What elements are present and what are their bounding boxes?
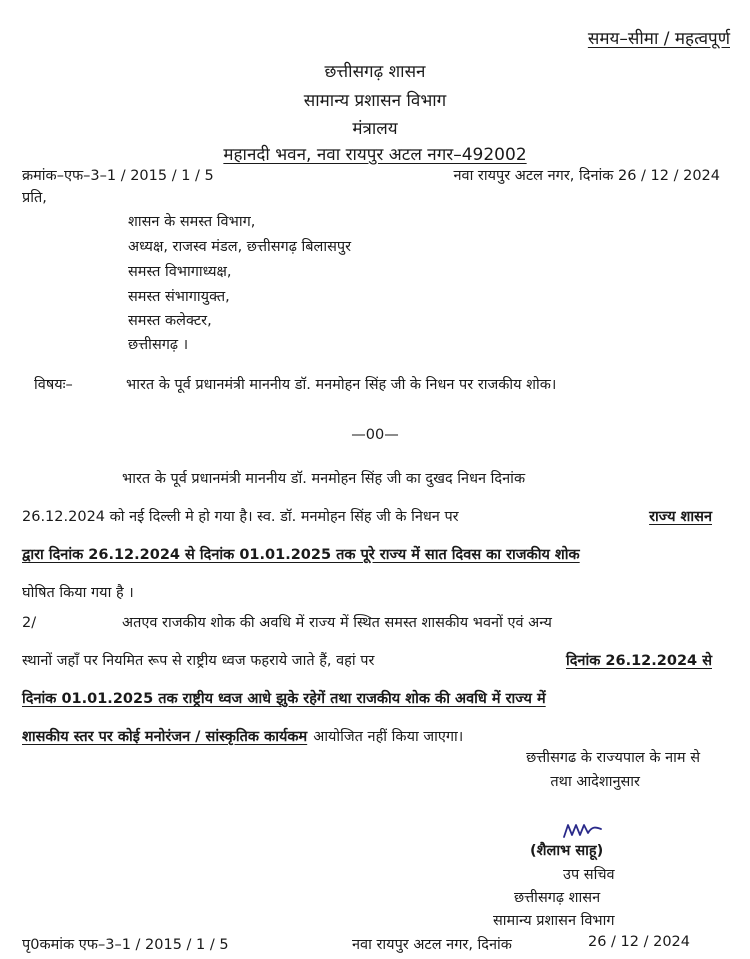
endorsement-number: पृ0कमांक एफ–3–1 / 2015 / 1 / 5: [22, 937, 229, 953]
subject-text: भारत के पूर्व प्रधानमंत्री माननीय डॉ. मनमोहन सिंह जी के निधन पर राजकीय शोक।: [126, 377, 557, 393]
signatory-department: सामान्य प्रशासन विभाग: [493, 913, 615, 929]
endorsement-date: 26 / 12 / 2024: [587, 934, 690, 950]
recipient: समस्त विभागाध्यक्ष,: [128, 264, 232, 280]
recipient: समस्त कलेक्टर,: [128, 313, 212, 329]
endorsement-place: नवा रायपुर अटल नगर, दिनांक: [352, 937, 512, 953]
department-name: सामान्य प्रशासन विभाग: [303, 91, 447, 111]
text-run: 26.12.2024 को नई दिल्ली मे हो गया है। स्व. डॉ. मनमोहन सिंह जी के निधन पर: [22, 509, 459, 525]
reference-number: क्रमांक–एफ–3–1 / 2015 / 1 / 5: [22, 168, 214, 184]
address: महानदी भवन, नवा रायपुर अटल नगर–492002: [223, 145, 527, 165]
paragraph-line: [22, 536, 712, 574]
signatory-government: छत्तीसगढ़ शासन: [514, 890, 601, 906]
paragraph-1: [22, 460, 712, 612]
paragraph-line: [22, 498, 712, 536]
paragraph-line: [22, 642, 712, 680]
signatory-name: (शैलाभ साहू): [530, 843, 604, 859]
authority-line-2: तथा आदेशानुसार: [550, 774, 640, 790]
paragraph-number: 2/: [22, 615, 37, 631]
handwritten-signature: [562, 822, 604, 840]
highlighted-text: दिनांक 26.12.2024 से: [565, 653, 712, 669]
recipient: अध्यक्ष, राजस्व मंडल, छत्तीसगढ़ बिलासपुर: [128, 239, 352, 255]
paragraph-2: [22, 604, 712, 756]
recipient: छत्तीसगढ़ ।: [128, 337, 189, 353]
authority-line-1: छत्तीसगढ के राज्यपाल के नाम से: [526, 750, 700, 766]
highlighted-text: राज्य शासन: [649, 509, 712, 525]
text-run: घोषित किया गया है ।: [22, 585, 134, 601]
recipient: शासन के समस्त विभाग,: [128, 214, 256, 230]
text-run: अतएव राजकीय शोक की अवधि में राज्य में स्थित समस्त शासकीय भवनों एवं अन्य: [122, 615, 552, 631]
government-name: छत्तीसगढ़ शासन: [324, 62, 426, 82]
reference-place-date: नवा रायपुर अटल नगर, दिनांक 26 / 12 / 2024: [453, 168, 720, 184]
signatory-designation: उप सचिव: [563, 867, 615, 883]
paragraph-line: [22, 680, 712, 718]
priority-stamp: समय–सीमा / महत्वपूर्ण: [587, 29, 730, 49]
highlighted-text: दिनांक 01.01.2025 तक राष्ट्रीय ध्वज आधे झुके रहेगें तथा राजकीय शोक की अवधि में राज्य में: [22, 691, 546, 707]
subject-label: विषयः–: [34, 377, 73, 393]
recipient: समस्त संभागायुक्त,: [128, 289, 230, 305]
office-name: मंत्रालय: [352, 119, 398, 139]
separator: —00—: [351, 427, 399, 443]
to-label: प्रति,: [22, 190, 47, 206]
text-run: स्थानों जहाँ पर नियमित रूप से राष्ट्रीय ध्वज फहराये जाते हैं, वहां पर: [22, 653, 375, 669]
highlighted-text: शासकीय स्तर पर कोई मनोरंजन / सांस्कृतिक कार्यकम: [22, 729, 308, 745]
paragraph-line: [22, 604, 712, 642]
highlighted-text: द्वारा दिनांक 26.12.2024 से दिनांक 01.01.2025 तक पूरे राज्य में सात दिवस का राजकीय शोक: [22, 547, 580, 563]
paragraph-line: [22, 460, 712, 498]
text-run: आयोजित नहीं किया जाएगा।: [313, 729, 464, 745]
text-run: भारत के पूर्व प्रधानमंत्री माननीय डॉ. मनमोहन सिंह जी का दुखद निधन दिनांक: [122, 471, 526, 487]
